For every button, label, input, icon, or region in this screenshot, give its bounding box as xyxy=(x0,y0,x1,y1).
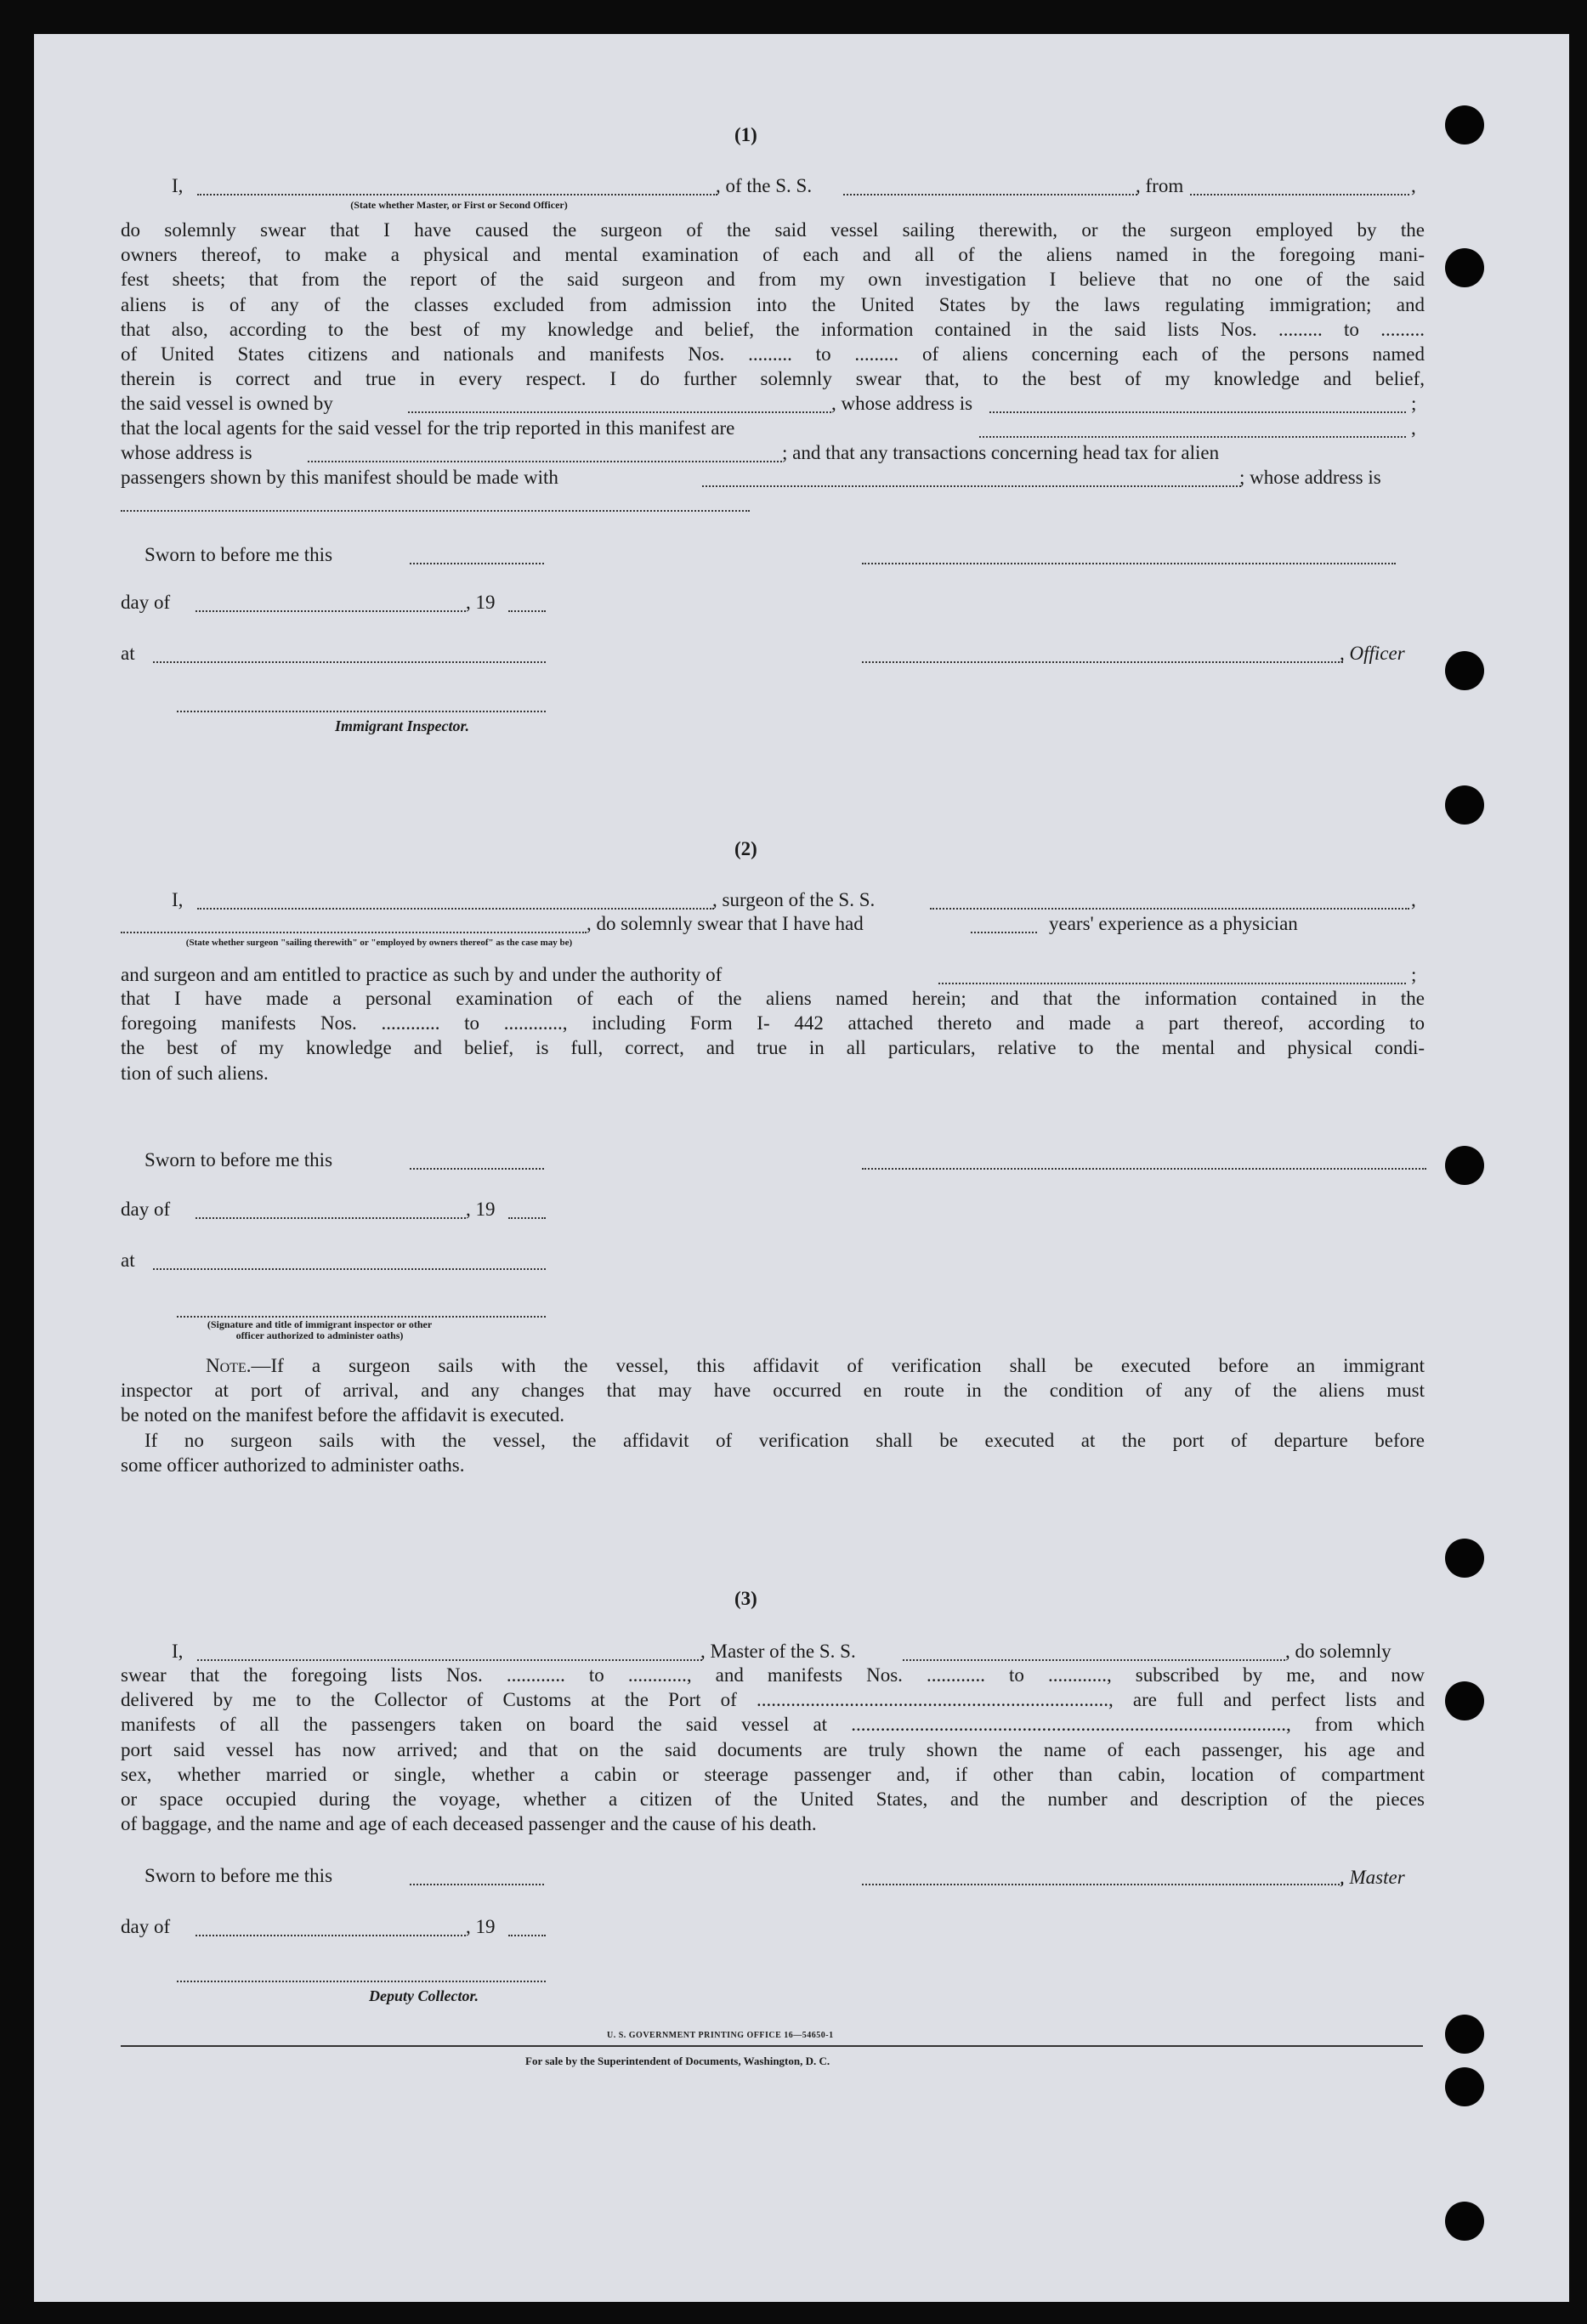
semicolon: ; xyxy=(1411,393,1417,414)
master-of-label: , Master of the S. S. xyxy=(700,1641,856,1662)
s1-of-ss-label: , of the S. S. xyxy=(716,175,813,196)
local-agents-field[interactable] xyxy=(979,436,1406,438)
s2-year-label: , 19 xyxy=(466,1199,496,1220)
s1-oath-line: owners thereof, to make a physical and mental examination of each and all of the aliens named in the foregoing mani- xyxy=(121,244,1425,266)
s1-oath-line: therein is correct and true in every respect. I do further solemnly swear that, to the best of my knowledge and belief, xyxy=(121,368,1425,390)
officer-rank-field[interactable] xyxy=(197,194,717,196)
punch-hole xyxy=(1445,105,1484,145)
s2-place-field[interactable] xyxy=(153,1268,546,1270)
years-experience-field[interactable] xyxy=(971,932,1037,933)
s3-oath-line: of baggage, and the name and age of each deceased passenger and the cause of his death. xyxy=(121,1813,817,1835)
s1-sworn-day-field[interactable] xyxy=(410,563,544,564)
officer-label: , Officer xyxy=(1340,643,1405,664)
s3-oath-line: port said vessel has now arrived; and that on the said documents are truly shown the name of each passenger, his age and xyxy=(121,1738,1425,1760)
s1-at-label: at xyxy=(121,643,135,664)
head-tax-address-label: ; whose address is xyxy=(1239,467,1381,488)
owned-by-label: the said vessel is owned by xyxy=(121,393,333,414)
s2-oath-text xyxy=(121,986,1425,1085)
s3-oath-line: sex, whether married or single, whether a cabin or steerage passenger and, if other than cabin, location of compartment xyxy=(121,1763,1425,1785)
punch-hole xyxy=(1445,1681,1484,1720)
s3-month-field[interactable] xyxy=(196,1935,466,1936)
do-solemnly-label: , do solemnly xyxy=(1285,1641,1391,1662)
s1-oath-line: do solemnly swear that I have caused the surgeon of the said vessel sailing therewith, or the surgeon employed by the xyxy=(121,219,1425,241)
note-label: Note. xyxy=(206,1355,252,1376)
s1-place-field[interactable] xyxy=(153,661,546,663)
immigrant-inspector-label: Immigrant Inspector. xyxy=(335,717,470,734)
s1-year-label: , 19 xyxy=(466,592,496,613)
s2-at-label: at xyxy=(121,1250,135,1271)
surgeon-signature-field[interactable] xyxy=(862,1168,1426,1170)
s1-oath-text xyxy=(121,218,1425,391)
s3-year-field[interactable] xyxy=(508,1935,546,1936)
s2-oath-line: tion of such aliens. xyxy=(121,1062,269,1084)
s3-oath-line: swear that the foregoing lists Nos. ............ to ............, and manifests Nos. ............ to ............, subscribed by me, and now xyxy=(121,1664,1425,1686)
s1-month-field[interactable] xyxy=(196,610,466,612)
s1-oath-line: of United States citizens and nationals and manifests Nos. ......... to ......... of aliens concerning each of the persons named xyxy=(121,343,1425,366)
inspector-signature-line[interactable] xyxy=(177,711,546,712)
officer-rank-caption: (State whether Master, or First or Second Officer) xyxy=(350,199,568,211)
s2-comma: , xyxy=(1411,889,1416,910)
punch-hole xyxy=(1445,2202,1484,2241)
punch-hole xyxy=(1445,2015,1484,2054)
s3-year-label: , 19 xyxy=(466,1916,496,1937)
note-line: inspector at port of arrival, and any changes that may have occurred en route in the condition of any of the aliens must xyxy=(121,1380,1425,1402)
s2-semicolon: ; xyxy=(1411,964,1417,985)
s1-officer-signature-field[interactable] xyxy=(862,563,1396,564)
s1-comma: , xyxy=(1411,175,1416,196)
owner-field[interactable] xyxy=(408,411,831,413)
s3-sworn-label: Sworn to before me this xyxy=(145,1865,333,1886)
head-tax-party-field[interactable] xyxy=(702,485,1241,487)
note-line: be noted on the manifest before the affidavit is executed. xyxy=(121,1404,564,1426)
punch-hole xyxy=(1445,651,1484,690)
s1-day-of-label: day of xyxy=(121,592,171,613)
punch-hole xyxy=(1445,2067,1484,2106)
printing-office-note: U. S. GOVERNMENT PRINTING OFFICE 16—54650-1 xyxy=(607,2031,834,2040)
s2-vessel-field[interactable] xyxy=(930,908,1409,910)
agents-address-field[interactable] xyxy=(308,461,782,462)
form-page xyxy=(34,34,1569,2302)
s1-oath-line: aliens is of any of the classes excluded from admission into the United States by the laws regulating immigration; and xyxy=(121,293,1425,315)
passengers-label: passengers shown by this manifest should be made with xyxy=(121,467,558,488)
master-signature-field[interactable] xyxy=(862,1884,1343,1885)
surgeon-name-field[interactable] xyxy=(197,908,714,910)
authorized-officer-signature-line[interactable] xyxy=(177,1316,546,1318)
s2-oath-line: the best of my knowledge and belief, is full, correct, and true in all particulars, relative to the mental and physical condi- xyxy=(121,1037,1425,1059)
agents-address-label: whose address is xyxy=(121,442,252,463)
authorized-officer-caption: (Signature and title of immigrant inspector or other officer authorized to administer oaths) xyxy=(207,1318,433,1341)
s2-sworn-label: Sworn to before me this xyxy=(145,1149,333,1171)
s1-year-field[interactable] xyxy=(508,610,546,612)
collector-signature-line[interactable] xyxy=(177,1981,546,1982)
note2-line: some officer authorized to administer oaths. xyxy=(121,1454,465,1476)
s3-oath-text xyxy=(121,1663,1425,1836)
s1-oath-line: fest sheets; that from the report of the said surgeon and from my own investigation I believe that no one of the said xyxy=(121,269,1425,291)
s2-oath-line: foregoing manifests Nos. ............ to ............, including Form I- 442 attached thereto and made a part thereof, according to xyxy=(121,1012,1425,1034)
s2-day-of-label: day of xyxy=(121,1199,171,1220)
authority-field[interactable] xyxy=(938,983,1406,984)
master-label: , Master xyxy=(1340,1867,1405,1888)
punch-hole xyxy=(1445,785,1484,825)
head-tax-address-field[interactable] xyxy=(121,510,750,512)
s3-vessel-field[interactable] xyxy=(903,1659,1285,1661)
s1-i-label: I, xyxy=(172,175,184,196)
owner-address-field[interactable] xyxy=(989,411,1406,413)
from-port-field[interactable] xyxy=(1190,194,1409,196)
section-2-number: (2) xyxy=(734,838,757,859)
years-experience-label: years' experience as a physician xyxy=(1049,913,1298,934)
s2-i-label: I, xyxy=(172,889,184,910)
s2-month-field[interactable] xyxy=(196,1217,466,1219)
note2-line: If no surgeon sails with the vessel, the affidavit of verification shall be executed at the port of departure before xyxy=(145,1429,1425,1451)
note-text xyxy=(121,1353,1425,1477)
for-sale-note: For sale by the Superintendent of Documents, Washington, D. C. xyxy=(525,2055,830,2067)
owner-address-label: , whose address is xyxy=(831,393,973,414)
vessel-name-field[interactable] xyxy=(843,194,1137,196)
s3-oath-line: or space occupied during the voyage, whether a citizen of the United States, and the number and description of the pieces xyxy=(121,1788,1425,1811)
note-line: —If a surgeon sails with the vessel, this affidavit of verification shall be executed before an immigrant xyxy=(251,1355,1425,1376)
surgeon-status-caption: (State whether surgeon "sailing therewith" or "employed by owners thereof" as the case may be) xyxy=(185,938,573,948)
comma: , xyxy=(1411,417,1416,439)
section-1-number: (1) xyxy=(734,124,757,145)
section-3-number: (3) xyxy=(734,1588,757,1609)
s3-oath-line: delivered by me to the Collector of Customs at the Port of ........................................................................, are full and perfect lists and xyxy=(121,1689,1425,1711)
master-name-field[interactable] xyxy=(197,1659,702,1661)
s3-oath-line: manifests of all the passengers taken on board the said vessel at ........................................................................................., from which xyxy=(121,1714,1425,1736)
s2-oath-line: that I have made a personal examination of each of the aliens named herein; and that the information contained in the xyxy=(121,988,1425,1009)
s1-from-label: , from xyxy=(1136,175,1184,196)
swear-label: , do solemnly swear that I have had xyxy=(587,913,864,934)
surgeon-of-label: , surgeon of the S. S. xyxy=(712,889,876,910)
authority-label: and surgeon and am entitled to practice as such by and under the authority of xyxy=(121,964,723,985)
deputy-collector-label: Deputy Collector. xyxy=(369,1987,479,2004)
s1-oath-line: that also, according to the best of my knowledge and belief, the information contained in the said lists Nos. ......... to ......... xyxy=(121,318,1425,340)
punch-hole xyxy=(1445,248,1484,287)
punch-hole xyxy=(1445,1146,1484,1185)
s3-sworn-day-field[interactable] xyxy=(410,1884,544,1885)
footer-rule xyxy=(121,2045,1423,2047)
note-line-1 xyxy=(121,1353,1425,1378)
s2-year-field[interactable] xyxy=(508,1217,546,1219)
surgeon-status-field[interactable] xyxy=(121,932,587,933)
transactions-label: ; and that any transactions concerning head tax for alien xyxy=(782,442,1220,463)
local-agents-label: that the local agents for the said vessel for the trip reported in this manifest are xyxy=(121,417,735,439)
punch-hole xyxy=(1445,1539,1484,1578)
s2-sworn-day-field[interactable] xyxy=(410,1168,544,1170)
s3-day-of-label: day of xyxy=(121,1916,171,1937)
s1-sworn-label: Sworn to before me this xyxy=(145,544,333,565)
s3-i-label: I, xyxy=(172,1641,184,1662)
s1-officer-name-field[interactable] xyxy=(862,661,1343,663)
